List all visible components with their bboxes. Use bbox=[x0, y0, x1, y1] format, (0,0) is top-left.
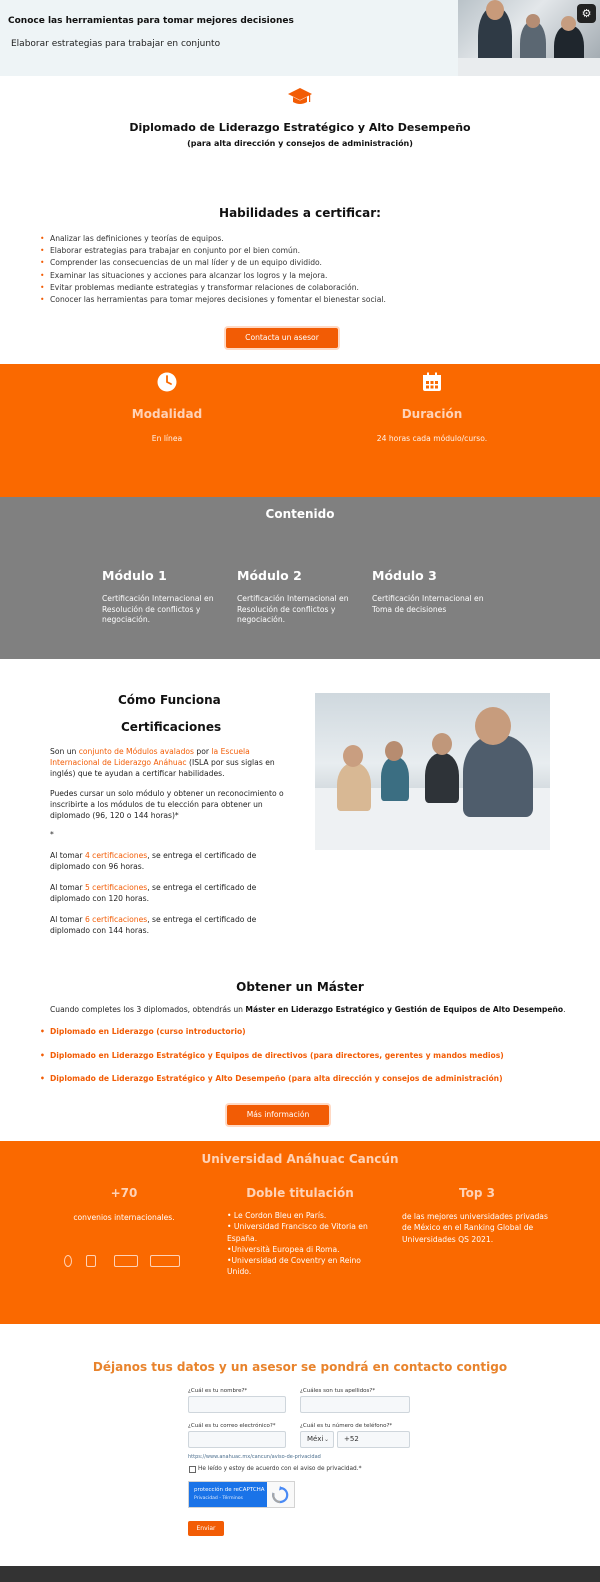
hubspot-icon[interactable]: ⚙ bbox=[577, 4, 596, 23]
calendar-icon bbox=[422, 372, 442, 392]
certification-rule-2: Al tomar 5 certificaciones, se entrega el certificado de diplomado con 120 horas. bbox=[50, 883, 257, 903]
skills-title: Habilidades a certificar: bbox=[219, 206, 381, 220]
module-1-title: Módulo 1 bbox=[102, 568, 167, 583]
module-3-title: Módulo 3 bbox=[372, 568, 437, 583]
lastname-field[interactable] bbox=[300, 1396, 410, 1413]
diploma-subtitle: (para alta dirección y consejos de administración) bbox=[187, 139, 413, 148]
graduation-cap-icon bbox=[288, 88, 312, 106]
privacy-checkbox-label: He leído y estoy de acuerdo con el aviso de privacidad.* bbox=[198, 1466, 362, 1472]
country-select[interactable]: Méxi ⌄ bbox=[300, 1431, 334, 1448]
recaptcha-badge[interactable]: protección de reCAPTCHA Privacidad - Términos bbox=[188, 1481, 295, 1508]
list-item: • Analizar las definiciones y teorías de equipos. bbox=[40, 233, 386, 245]
module-2-title: Módulo 2 bbox=[237, 568, 302, 583]
duration-value: 24 horas cada módulo/curso. bbox=[376, 434, 488, 443]
double-degree-list: • Le Cordon Bleu en París. • Universidad Francisco de Vitoria en España. •Università Europea di Roma. •Universidad de Coventry en Reino Unido. bbox=[227, 1211, 368, 1277]
modules-link[interactable]: conjunto de Módulos avalados bbox=[78, 747, 194, 756]
email-label: ¿Cuál es tu correo electrónico?* bbox=[188, 1423, 276, 1429]
certifications-intro: Son un conjunto de Módulos avalados por la Escuela Internacional de Liderazgo Anáhuac (ISLA por sus siglas en inglés) que te ayudan a certificar habilidades. bbox=[50, 747, 275, 778]
privacy-checkbox[interactable] bbox=[189, 1466, 196, 1473]
footer-bar bbox=[0, 1566, 600, 1582]
modality-value: En línea bbox=[151, 434, 183, 443]
more-info-button[interactable]: Más información bbox=[227, 1105, 329, 1125]
clock-icon bbox=[157, 372, 177, 392]
ranking-title: Top 3 bbox=[459, 1186, 495, 1200]
module-1-text: Certificación Internacional en Resolución de conflictos y negociación. bbox=[102, 594, 214, 625]
recaptcha-icon bbox=[271, 1486, 289, 1504]
chevron-down-icon: ⌄ bbox=[323, 1436, 329, 1443]
hero-banner bbox=[0, 0, 600, 76]
certifications-asterisk: * bbox=[50, 830, 54, 839]
certification-rule-1: Al tomar 4 certificaciones, se entrega el certificado de diplomado con 96 horas. bbox=[50, 851, 257, 871]
double-degree-title: Doble titulación bbox=[246, 1186, 354, 1200]
partner-logo bbox=[64, 1255, 72, 1267]
hero-subtitle: Elaborar estrategias para trabajar en conjunto bbox=[11, 39, 221, 49]
diploma-title: Diplomado de Liderazgo Estratégico y Alto Desempeño bbox=[129, 121, 471, 134]
submit-button[interactable]: Enviar bbox=[188, 1521, 224, 1536]
duration-title: Duración bbox=[401, 407, 463, 421]
diplomas-list bbox=[40, 1027, 504, 1098]
list-item: • Diplomado en Liderazgo (curso introductorio) bbox=[40, 1027, 504, 1051]
content-title: Contenido bbox=[265, 507, 335, 521]
partner-logo bbox=[114, 1255, 138, 1267]
partner-logo bbox=[150, 1255, 180, 1267]
agreements-count: +70 bbox=[110, 1186, 138, 1200]
skills-list bbox=[40, 233, 386, 306]
phone-label: ¿Cuál es tu número de teléfono?* bbox=[300, 1423, 393, 1429]
hero-title: Conoce las herramientas para tomar mejores decisiones bbox=[8, 16, 294, 26]
lastname-label: ¿Cuáles son tus apellidos?* bbox=[300, 1388, 376, 1394]
master-title: Obtener un Máster bbox=[236, 980, 364, 994]
list-item: • Diplomado de Liderazgo Estratégico y Alto Desempeño (para alta dirección y consejos de administración) bbox=[40, 1074, 504, 1098]
modality-title: Modalidad bbox=[131, 407, 203, 421]
privacy-link[interactable]: https://www.anahuac.mx/cancun/aviso-de-privacidad bbox=[188, 1454, 321, 1460]
isla-link[interactable]: la Escuela Internacional de Liderazgo Anáhuac bbox=[50, 747, 250, 767]
how-it-works-title: Cómo Funciona bbox=[118, 693, 221, 707]
email-field[interactable] bbox=[188, 1431, 286, 1448]
certifications-title: Certificaciones bbox=[121, 720, 222, 734]
list-item: • Comprender las consecuencias de un mal líder y de un equipo dividido. bbox=[40, 257, 386, 269]
phone-field[interactable]: +52 bbox=[337, 1431, 410, 1448]
certifications-paragraph: Puedes cursar un solo módulo y obtener un reconocimiento o inscribirte a los módulos de tu elección para obtener un diplomado (96, 120 o 144 horas)* bbox=[50, 789, 284, 820]
master-paragraph: Cuando completes los 3 diplomados, obtendrás un Máster en Liderazgo Estratégico y Gestión de Equipos de Alto Desempeño. bbox=[50, 1005, 566, 1014]
list-item: • Examinar las situaciones y acciones para alcanzar los logros y la mejora. bbox=[40, 270, 386, 282]
list-item: • Conocer las herramientas para tomar mejores decisiones y fomentar el bienestar social. bbox=[40, 294, 386, 306]
module-3-text: Certificación Internacional en Toma de decisiones bbox=[372, 594, 484, 614]
certification-rule-3: Al tomar 6 certificaciones, se entrega el certificado de diplomado con 144 horas. bbox=[50, 915, 257, 935]
form-title: Déjanos tus datos y un asesor se pondrá en contacto contigo bbox=[92, 1360, 508, 1374]
contact-advisor-button[interactable]: Contacta un asesor bbox=[226, 328, 338, 348]
module-2-text: Certificación Internacional en Resolución de conflictos y negociación. bbox=[237, 594, 349, 625]
list-item: • Evitar problemas mediante estrategias y transformar relaciones de colaboración. bbox=[40, 282, 386, 294]
name-label: ¿Cuál es tu nombre?* bbox=[188, 1388, 248, 1394]
office-meeting-photo bbox=[315, 693, 550, 850]
university-title: Universidad Anáhuac Cancún bbox=[201, 1152, 399, 1166]
partner-logo bbox=[86, 1255, 96, 1267]
name-field[interactable] bbox=[188, 1396, 286, 1413]
list-item: • Elaborar estrategias para trabajar en conjunto por el bien común. bbox=[40, 245, 386, 257]
agreements-text: convenios internacionales. bbox=[73, 1213, 175, 1222]
ranking-text: de las mejores universidades privadas de México en el Ranking Global de Universidades QS 2021. bbox=[402, 1212, 548, 1244]
modality-duration-band bbox=[0, 364, 600, 497]
list-item: • Diplomado en Liderazgo Estratégico y Equipos de directivos (para directores, gerentes y mandos medios) bbox=[40, 1051, 504, 1075]
